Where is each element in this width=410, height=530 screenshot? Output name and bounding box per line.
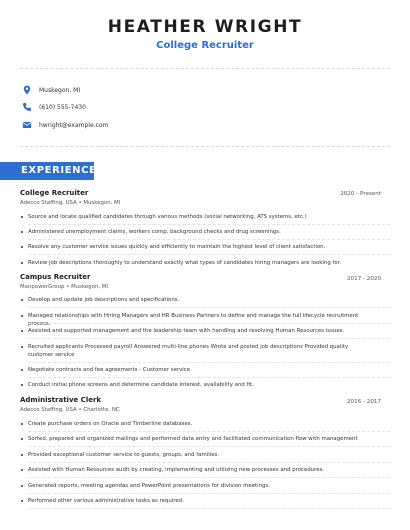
job-bullet: Source and locate qualified candidates through various methods (social networking, ATS systems, etc.)	[20, 213, 370, 221]
job-company: Adecco Staffing, USA	[20, 407, 77, 413]
bullet-divider	[28, 338, 390, 339]
experience-section-header	[0, 162, 97, 180]
job-bullet: Create purchase orders on Oracle and Timberline databases.	[20, 420, 370, 428]
bullet-divider	[28, 462, 390, 463]
bullet-divider	[28, 377, 390, 378]
job-bullet: Assisted with Human Resources audit by creating, implementing and utilizing new processes and procedures.	[20, 466, 370, 474]
map-pin-icon	[22, 85, 32, 95]
bullet-divider	[28, 224, 390, 225]
header-divider	[20, 68, 390, 69]
job-bullet: Provided exceptional customer service to guests, groups, and families.	[20, 451, 370, 459]
contact-divider	[20, 146, 390, 147]
job-bullet: Review job descriptions thoroughly to understand exactly what types of candidates hiring managers are looking for.	[20, 259, 370, 267]
phone-icon	[22, 102, 32, 112]
job-bullet: Conduct initial phone screens and determine candidate interest, availability and fit.	[20, 381, 370, 389]
candidate-title: College Recruiter	[156, 40, 254, 51]
email-link[interactable]: hwright@example.com	[39, 121, 109, 129]
job-location: Muskegon, MI	[83, 200, 121, 206]
job-title: Campus Recruiter	[20, 273, 91, 281]
phone-text: (610) 555-7430	[39, 103, 86, 111]
location-text: Muskegon, MI	[39, 86, 81, 94]
job-bullet: Resolve any customer service issues quickly and efficiently to maintain the highest level of client satisfaction.	[20, 243, 370, 251]
job-bullet: Administered unemployment claims, workers comp, background checks and drug screenings.	[20, 228, 370, 236]
job-bullet: Assisted and supported management and the leadership team with handling and resolving Human Resources issues.	[20, 327, 370, 335]
experience-heading: EXPERIENCE	[21, 165, 97, 176]
job-bullet: Recruited applicants Processed payroll Answered multi-line phones Wrote and posted job descriptions Provided quality customer service	[20, 343, 370, 359]
bullet-divider	[28, 493, 390, 494]
job-title: Administrative Clerk	[20, 396, 102, 404]
job-bullet: Performed other various administrative tasks as required.	[20, 497, 370, 505]
job-dates: 2016 - 2017	[346, 399, 381, 405]
job-bullet: Sorted, prepared and organized mailings and performed data entry and facilitated communication flow with management	[20, 435, 370, 443]
bullet-divider	[28, 477, 390, 478]
job-title: College Recruiter	[20, 189, 89, 197]
job-bullet: Develop and update job descriptions and specifications.	[20, 296, 370, 304]
bullet-divider	[28, 431, 390, 432]
bullet-divider	[28, 307, 390, 308]
bullet-divider	[28, 362, 390, 363]
job-company: Adecco Staffing, USA	[20, 200, 77, 206]
job-bullet: Managed relationships with Hiring Managers and HR Business Partners to define and manage the full lifecycle recruitment process.	[20, 312, 370, 328]
bullet-divider	[28, 254, 390, 255]
candidate-name: HEATHER WRIGHT	[107, 17, 303, 37]
job-bullet: Generated reports, meeting agendas and PowerPoint presentations for division meetings.	[20, 482, 370, 490]
job-company-line: Adecco Staffing, USA • Charlotte, NC	[20, 407, 120, 413]
job-location: Charlotte, NC	[83, 407, 120, 413]
bullet-divider	[28, 446, 390, 447]
bullet-divider	[28, 239, 390, 240]
job-bullet: Negotiate contracts and fee agreements - Customer service	[20, 366, 370, 374]
job-location: Muskegon, MI	[71, 284, 108, 290]
job-company-line: ManpowerGroup • Muskegon, MI	[20, 284, 108, 290]
bullet-divider	[28, 323, 390, 324]
contact-email[interactable]	[22, 119, 108, 131]
job-dates: 2020 - Present	[340, 191, 381, 197]
job-company-line: Adecco Staffing, USA • Muskegon, MI	[20, 200, 121, 206]
job-dates: 2017 - 2020	[346, 276, 381, 282]
job-company: ManpowerGroup	[20, 284, 65, 290]
contact-phone	[22, 101, 86, 113]
contact-location	[22, 84, 80, 96]
bullet-divider	[28, 508, 390, 509]
envelope-icon	[22, 120, 32, 130]
